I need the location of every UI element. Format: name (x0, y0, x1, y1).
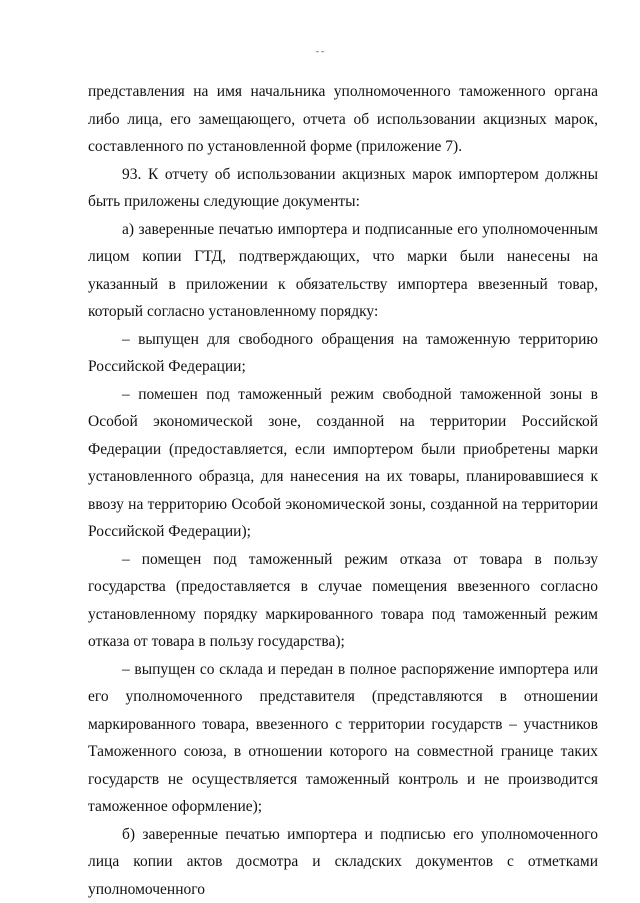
list-item-free-circulation: – выпущен для свободного обращения на таможенную территорию Российской Федерации; (88, 326, 598, 381)
list-item-released-from-warehouse: – выпущен со склада и передан в полное распоряжение импортера или его уполномоченного представителя (представляются в отношении маркированного товара, ввезенного с территории государств – участников Таможенного союза, в отношении которого на совместной границе таких государств не осуществляется таможенный контроль и не производится таможенное оформление); (88, 656, 598, 821)
paragraph-item-b: б) заверенные печатью импортера и подписью его уполномоченного лица копии актов досмотра и складских документов с отметками уполномоченного (88, 821, 598, 903)
paragraph-item-a: а) заверенные печатью импортера и подписанные его уполномоченным лицом копии ГТД, подтверждающих, что марки были нанесены на указанный в приложении к обязательству импортера ввезенный товар, который согласно установленному порядку: (88, 216, 598, 326)
paragraph-continuation: представления на имя начальника уполномоченного таможенного органа либо лица, его замещающего, отчета об использовании акцизных марок, составленного по установленной форме (приложение 7). (88, 78, 598, 161)
list-item-abandonment: – помещен под таможенный режим отказа от товара в пользу государства (предоставляется в случае помещения ввезенного согласно установленному порядку маркированного товара под таможенный режим отказа от товара в пользу государства); (88, 546, 598, 656)
document-body (88, 78, 598, 903)
list-item-free-customs-zone: – помешен под таможенный режим свободной таможенной зоны в Особой экономической зоне, созданной на территории Российской Федерации (предоставляется, если импортером были приобретены марки установленного образца, для нанесения на их товары, планировавшиеся к ввозу на территорию Особой экономической зоны, созданной на территории Российской Федерации); (88, 381, 598, 546)
page-number: - - (0, 46, 640, 56)
paragraph-93: 93. К отчету об использовании акцизных марок импортером должны быть приложены следующие документы: (88, 161, 598, 216)
